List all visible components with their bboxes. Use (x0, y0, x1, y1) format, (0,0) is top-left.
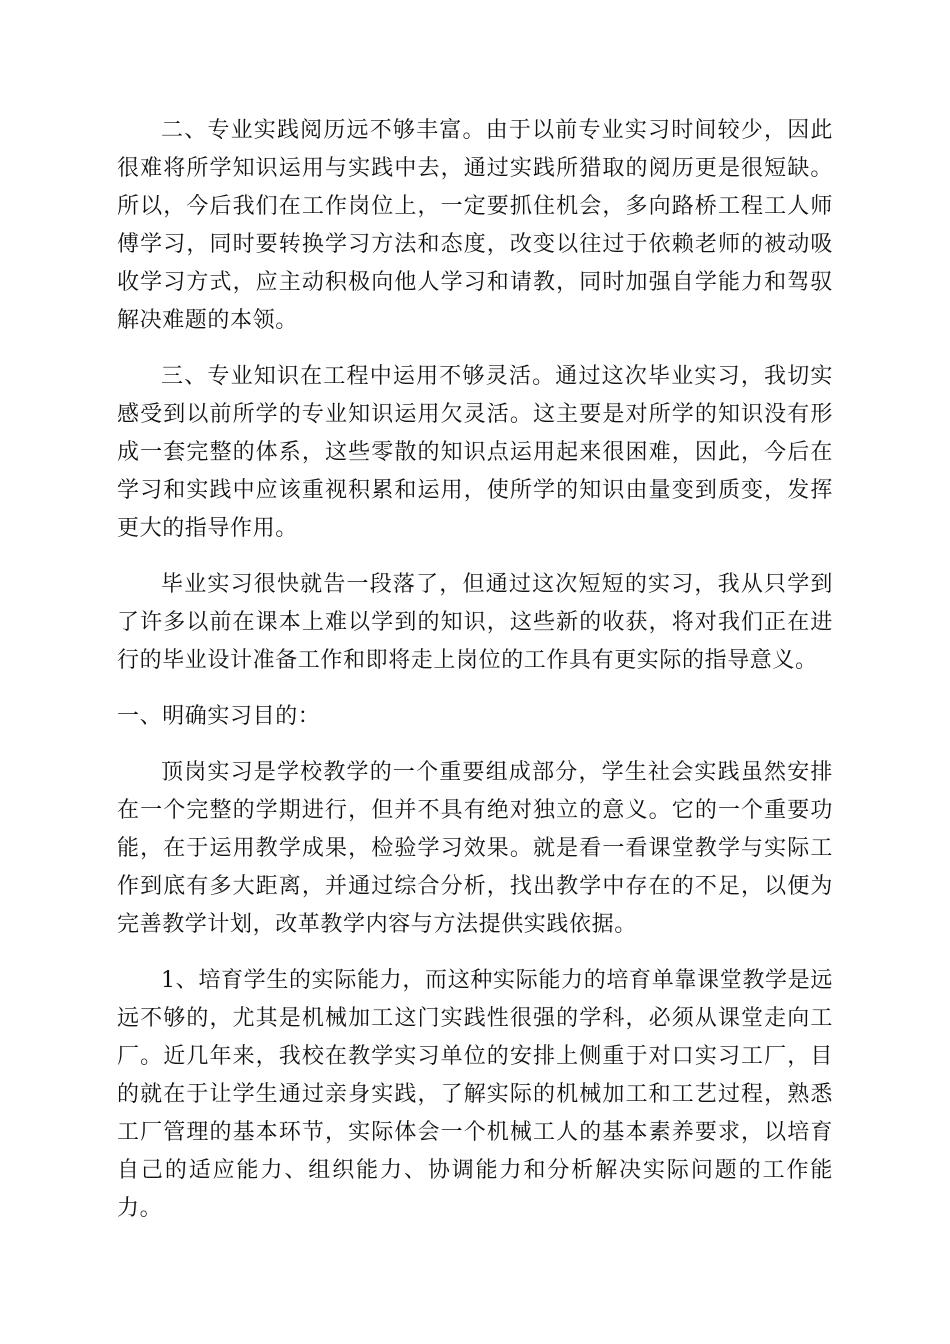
paragraph-practical-ability: 1、培育学生的实际能力，而这种实际能力的培育单靠课堂教学是远远不够的，尤其是机械加工这门实践性很强的学科，必须从课堂走向工厂。近几年来，我校在教学实习单位的安排上侧重于对口实习工厂，目的就在于让学生通过亲身实践，了解实际的机械加工和工艺过程，熟悉工厂管理的基本环节，实际体会一个机械工人的基本素养要求，以培育自己的适应能力、组织能力、协调能力和分析解决实际问题的工作能力。 (117, 968, 833, 1221)
paragraph-knowledge-application: 三、专业知识在工程中运用不够灵活。通过这次毕业实习，我切实感受到以前所学的专业知识运用欠灵活。这主要是对所学的知识没有形成一套完整的体系，这些零散的知识点运用起来很困难，因此，今后在学习和实践中应该重视积累和运用，使所学的知识由量变到质变，发挥更大的指导作用。 (117, 364, 833, 541)
document-body (117, 112, 833, 1246)
paragraph-internship-purpose: 顶岗实习是学校教学的一个重要组成部分，学生社会实践虽然安排在一个完整的学期进行，但并不具有绝对独立的意义。它的一个重要功能，在于运用教学成果，检验学习效果。就是看一看课堂教学与实际工作到底有多大距离，并通过综合分析，找出教学中存在的不足，以便为完善教学计划，改革教学内容与方法提供实践依据。 (117, 760, 833, 937)
section-heading-internship-purpose: 一、明确实习目的： (117, 704, 321, 729)
paragraph-practice-experience: 二、专业实践阅历远不够丰富。由于以前专业实习时间较少，因此很难将所学知识运用与实践中去，通过实践所猎取的阅历更是很短缺。所以，今后我们在工作岗位上，一定要抓住机会，多向路桥工程工人师傅学习，同时要转换学习方法和态度，改变以往过于依赖老师的被动吸收学习方式，应主动积极向他人学习和请教，同时加强自学能力和驾驭解决难题的本领。 (117, 118, 833, 333)
paragraph-internship-summary: 毕业实习很快就告一段落了，但通过这次短短的实习，我从只学到了许多以前在课本上难以学到的知识，这些新的收获，将对我们正在进行的毕业设计准备工作和即将走上岗位的工作具有更实际的指导意义。 (117, 572, 833, 673)
